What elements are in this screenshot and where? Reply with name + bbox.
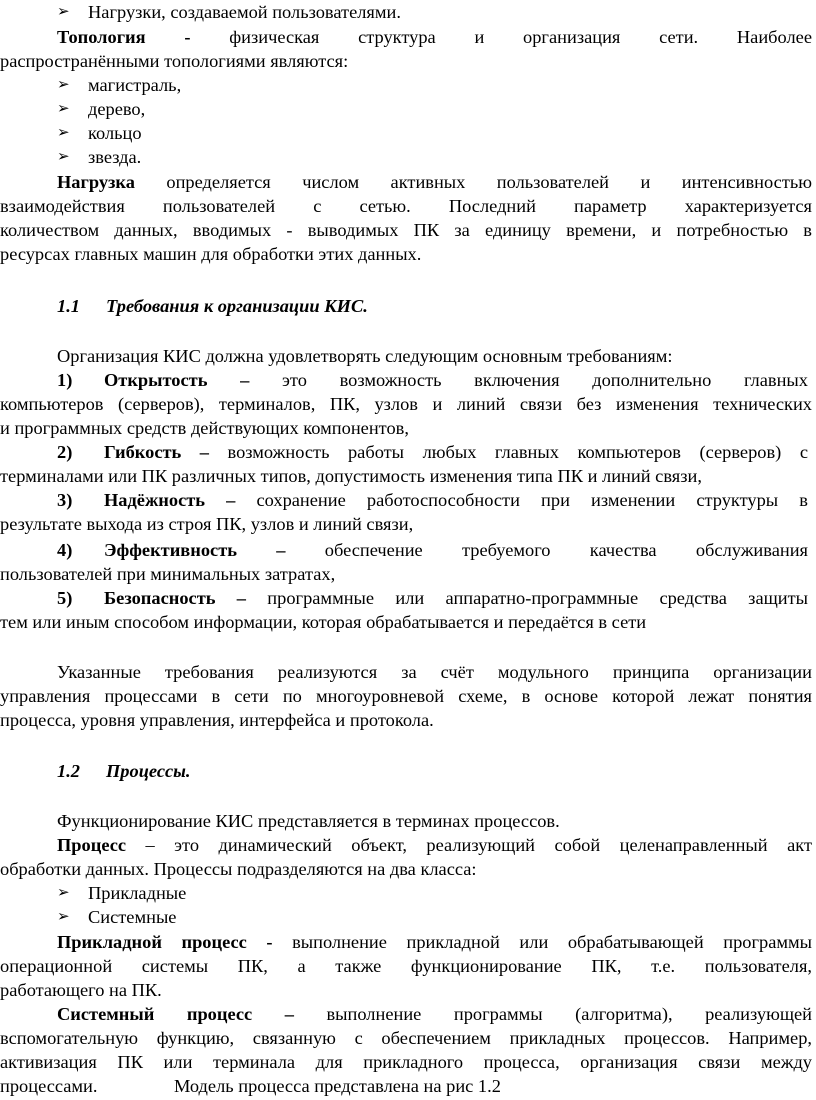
system-process-term: Системный процесс – <box>57 1004 294 1024</box>
process-definition-line: обработки данных. Процессы подразделяются на два класса: <box>0 859 477 879</box>
section-heading-1-1 <box>0 294 812 318</box>
load-paragraph-line: ресурсах главных машин для обработки этих данных. <box>0 244 422 264</box>
topology-list-item <box>0 121 812 145</box>
section-heading-1-2 <box>0 759 812 783</box>
process-class-item <box>0 881 812 905</box>
list-item-text: Системные <box>88 907 177 927</box>
requirement-number: 1) <box>57 370 73 390</box>
requirement-item: 3) Надёжность – сохранение работоспособности при изменении структуры в <box>57 490 808 510</box>
requirement-term: Надёжность <box>104 490 206 510</box>
list-item-text: звезда. <box>88 147 142 167</box>
requirement-term: Безопасность <box>104 588 216 608</box>
requirement-term: Открытость <box>104 370 208 390</box>
requirement-item: 2) Гибкость – возможность работы любых главных компьютеров (серверов) с <box>57 442 808 462</box>
requirement-line: тем или иным способом информации, которая обрабатывается и передаётся в сети <box>0 612 647 632</box>
requirement-line: терминалами или ПК различных типов, допустимость изменения типа ПК и линий связи, <box>0 466 702 486</box>
section-number: 1.2 <box>57 761 80 781</box>
applied-process-line: Прикладной процесс - выполнение прикладной или обрабатывающей программы <box>57 932 813 952</box>
arrow-bullet-icon: ➢ <box>57 909 70 925</box>
topology-term: Топология <box>57 27 146 47</box>
topology-list-item <box>0 73 812 97</box>
list-item-text: кольцо <box>88 123 142 143</box>
requirement-line: и программных средств действующих компонентов, <box>0 418 409 438</box>
requirement-number: 4) <box>57 540 73 560</box>
topology-paragraph-line: распространёнными топологиями являются: <box>0 51 349 71</box>
requirement-number: 3) <box>57 490 73 510</box>
section-title: Процессы. <box>106 761 191 781</box>
applied-process-line: работающего на ПК. <box>0 980 162 1000</box>
summary-paragraph-line: управления процессами в сети по многоуровневой схеме, в основе которой лежат понятия <box>0 686 812 706</box>
requirement-item: 5) Безопасность – программные или аппаратно-программные средства защиты <box>57 588 808 608</box>
topology-dash: - <box>184 27 191 47</box>
list-item-text: дерево, <box>88 99 146 119</box>
requirements-intro: Организация КИС должна удовлетворять следующим основным требованиям: <box>57 346 673 366</box>
system-process-line: процессами. Модель процесса представлена на рис 1.2 <box>0 1076 501 1096</box>
requirement-line: компьютеров (серверов), терминалов, ПК, узлов и линий связи без изменения технических <box>0 394 812 414</box>
arrow-bullet-icon: ➢ <box>57 125 70 141</box>
requirement-number: 2) <box>57 442 73 462</box>
arrow-bullet-icon: ➢ <box>57 885 70 901</box>
load-term: Нагрузка <box>57 172 135 192</box>
list-item-text: магистраль, <box>88 75 182 95</box>
bullet-list-item <box>0 0 812 24</box>
arrow-bullet-icon: ➢ <box>57 77 70 93</box>
processes-intro: Функционирование КИС представляется в терминах процессов. <box>57 811 560 831</box>
list-item-text: Нагрузки, создаваемой пользователями. <box>88 2 401 22</box>
process-definition-line: Процесс – это динамический объект, реализующий собой целенаправленный акт <box>57 835 812 855</box>
list-item-text: Прикладные <box>88 883 187 903</box>
requirement-term: Эффективность <box>104 540 237 560</box>
arrow-bullet-icon: ➢ <box>57 101 70 117</box>
process-term: Процесс <box>57 835 127 855</box>
requirement-line: пользователей при минимальных затратах, <box>0 564 336 584</box>
system-process-line: вспомогательную функцию, связанную с обеспечением прикладных процессов. Например, <box>0 1028 812 1048</box>
load-paragraph-line: Нагрузка определяется числом активных пользователей и интенсивностью <box>57 172 812 192</box>
load-paragraph-line: количеством данных, вводимых - выводимых ПК за единицу времени, и потребностью в <box>0 220 812 240</box>
section-number: 1.1 <box>57 296 80 316</box>
system-process-line: активизация ПК или терминала для прикладного процесса, организация связи между <box>0 1052 812 1072</box>
requirement-item: 1) Открытость – это возможность включения дополнительно главных <box>57 370 808 390</box>
topology-list-item <box>0 145 812 169</box>
process-class-item <box>0 905 812 929</box>
requirement-item: 4) Эффективность – обеспечение требуемого качества обслуживания <box>57 540 808 560</box>
section-title: Требования к организации КИС. <box>106 296 368 316</box>
arrow-bullet-icon: ➢ <box>57 149 70 165</box>
system-process-line: Системный процесс – выполнение программы (алгоритма), реализующей <box>57 1004 812 1024</box>
topology-paragraph-line <box>57 25 812 49</box>
summary-paragraph-line: процесса, уровня управления, интерфейса и протокола. <box>0 710 434 730</box>
requirement-term: Гибкость <box>104 442 182 462</box>
arrow-bullet-icon: ➢ <box>57 4 70 20</box>
topology-list-item <box>0 97 812 121</box>
summary-paragraph-line: Указанные требования реализуются за счёт модульного принципа организации <box>57 662 812 682</box>
requirement-line: результате выхода из строя ПК, узлов и линий связи, <box>0 514 414 534</box>
figure-reference: Модель процесса представлена на рис 1.2 <box>174 1076 501 1096</box>
applied-process-line: операционной системы ПК, а также функционирование ПК, т.е. пользователя, <box>0 956 812 976</box>
load-paragraph-line: взаимодействия пользователей с сетью. Последний параметр характеризуется <box>0 196 812 216</box>
applied-process-term: Прикладной процесс - <box>57 932 273 952</box>
requirement-number: 5) <box>57 588 73 608</box>
topology-definition: физическая структура и организация сети. Наиболее <box>229 27 812 47</box>
